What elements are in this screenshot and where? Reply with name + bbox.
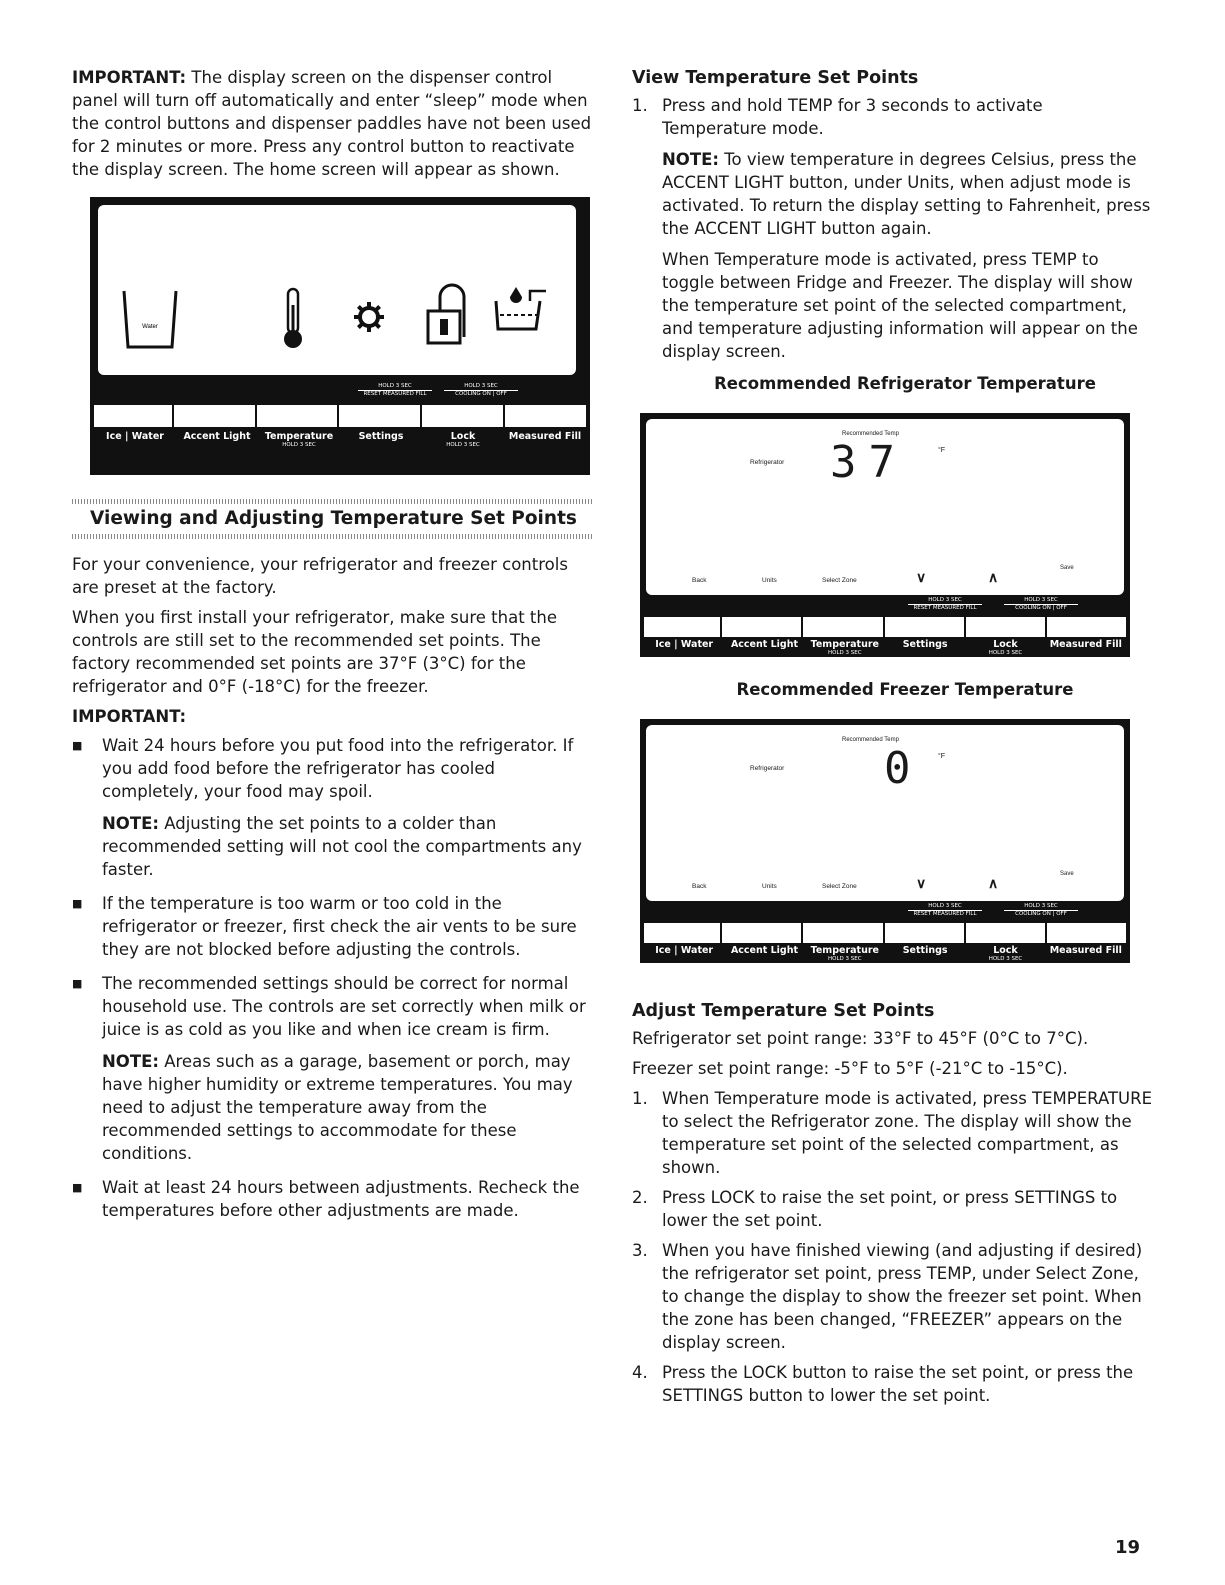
settings-button[interactable]: Settings xyxy=(902,639,948,650)
hold-cooling-label: HOLD 3 SEC COOLING ON | OFF xyxy=(1004,597,1078,612)
view-title: View Temperature Set Points xyxy=(632,68,919,88)
hold-reset-label: HOLD 3 SEC RESET MEASURED FILL xyxy=(908,903,982,918)
bullet-text: If the temperature is too warm or too cold in the refrigerator or freezer, first check the air vents to be sure they are not blocked before adjusting the controls. xyxy=(102,894,577,959)
bullet-text: Wait at least 24 hours between adjustments. Recheck the temperatures before other adjustments are made. xyxy=(102,1178,580,1220)
hold-left-sub: RESET MEASURED FILL xyxy=(363,391,427,397)
home-screen-panel xyxy=(90,197,590,475)
back-label: Back xyxy=(692,883,707,890)
lock-button[interactable]: Lock HOLD 3 SEC xyxy=(988,639,1023,656)
unit-label: °F xyxy=(938,753,946,760)
recommended-label: Recommended Temp xyxy=(842,431,899,437)
freezer-temp-title: Recommended Freezer Temperature xyxy=(736,680,1074,699)
recommended-label: Recommended Temp xyxy=(842,737,899,743)
save-label: Save xyxy=(1060,871,1074,877)
units-label: Units xyxy=(762,577,777,584)
ice-water-button[interactable]: Ice | Water xyxy=(655,945,714,956)
adjust-step: 1. When Temperature mode is activated, press TEMPERATURE to select the Refrigerator zone. The display will show the temperature set point of the selected compartment, as shown. xyxy=(632,1089,1152,1177)
up-arrow-icon: ∧ xyxy=(988,875,999,891)
bullet-note: NOTE: Areas such as a garage, basement or porch, may have higher humidity or extreme temperatures. You may need to adjust the temperature away from the recommended settings to accommodate for these conditions. xyxy=(102,1052,573,1163)
view-step-note: NOTE: To view temperature in degrees Celsius, press the ACCENT LIGHT button, under Units, when adjust mode is activated. To return the display setting to Fahrenheit, press the ACCENT LIGHT button again. xyxy=(662,150,1151,238)
ice-water-button[interactable]: Ice | Water xyxy=(106,431,164,442)
button-strip xyxy=(644,617,1126,637)
button-labels xyxy=(94,431,586,449)
home-screen-icons xyxy=(98,205,576,375)
thermometer-icon xyxy=(284,289,302,348)
adjust-step: 4. Press the LOCK button to raise the set point, or press the SETTINGS button to lower the set point. xyxy=(632,1363,1134,1405)
important-text: The display screen on the dispenser control panel will turn off automatically and enter “sleep” mode when the control buttons and dispenser paddles have not been used for 2 minutes or more. Press any control button to reactivate the display screen. The home screen will appear as shown. xyxy=(72,68,592,179)
bullet-item xyxy=(72,734,592,881)
save-label: Save xyxy=(1060,565,1074,571)
select-zone-label: Select Zone xyxy=(822,883,857,890)
fridge-temp-panel xyxy=(640,413,1130,657)
settings-button[interactable]: Settings xyxy=(902,945,948,956)
hold-cooling-label: HOLD 3 SEC COOLING ON | OFF xyxy=(1004,903,1078,918)
unlock-icon xyxy=(428,285,464,343)
freezer-temp-value: 0 xyxy=(884,743,911,794)
button-strip xyxy=(94,405,586,427)
zone-label: Refrigerator xyxy=(750,459,785,466)
units-label: Units xyxy=(762,883,777,890)
unit-label: °F xyxy=(938,447,946,454)
temperature-button[interactable]: Temperature HOLD 3 SEC xyxy=(810,945,879,962)
right-column xyxy=(632,66,1152,1407)
adjust-steps xyxy=(632,1087,1152,1407)
zone-label: Refrigerator xyxy=(750,765,785,772)
bullet-item xyxy=(72,1176,592,1222)
accent-light-button[interactable]: Accent Light xyxy=(730,945,799,956)
fridge-temp-title: Recommended Refrigerator Temperature xyxy=(714,374,1096,393)
water-label: Water xyxy=(142,324,158,330)
bullet-item xyxy=(72,892,592,961)
view-step-para: When Temperature mode is activated, press TEMP to toggle between Fridge and Freezer. The display will show the temperature set point of the selected compartment, and temperature adjusting information will appear on the display screen. xyxy=(662,250,1138,361)
button-labels xyxy=(644,639,1126,657)
temperature-button[interactable]: Temperature HOLD 3 SEC xyxy=(264,431,334,448)
intro-paragraph-2: When you first install your refrigerator, make sure that the controls are still set to the recommended set points. The factory recommended set points are 37°F (3°C) for the refrigerator and 0°F (-18°C) for the freezer. xyxy=(72,608,558,696)
lock-button[interactable]: Lock HOLD 3 SEC xyxy=(988,945,1023,962)
button-labels xyxy=(644,945,1126,963)
left-column xyxy=(72,66,592,1222)
settings-button[interactable]: Settings xyxy=(358,431,404,442)
down-arrow-icon: ∨ xyxy=(916,569,927,585)
view-step-text: Press and hold TEMP for 3 seconds to activate Temperature mode. xyxy=(662,96,1043,138)
fridge-screen xyxy=(646,419,1124,595)
ice-water-button[interactable]: Ice | Water xyxy=(655,639,714,650)
adjust-title: Adjust Temperature Set Points xyxy=(632,1001,935,1021)
measured-fill-button[interactable]: Measured Fill xyxy=(1049,945,1122,956)
freezer-temp-panel xyxy=(640,719,1130,963)
hold-right-sub: COOLING ON | OFF xyxy=(455,391,507,397)
down-arrow-icon: ∨ xyxy=(916,875,927,891)
view-steps xyxy=(632,94,1152,363)
measured-fill-button[interactable]: Measured Fill xyxy=(1049,639,1122,650)
fridge-temp-value: 37 xyxy=(830,437,907,488)
back-label: Back xyxy=(692,577,707,584)
bullet-item xyxy=(72,972,592,1165)
adjust-step: 3. When you have finished viewing (and adjusting if desired) the refrigerator set point, press TEMP, under Select Zone, to change the display to show the freezer set point. When the zone has been changed, “FREEZER” appears on the display screen. xyxy=(632,1241,1143,1352)
important-lead: IMPORTANT: xyxy=(72,68,187,87)
section-title: Viewing and Adjusting Temperature Set Points xyxy=(90,508,577,529)
button-strip xyxy=(644,923,1126,943)
lock-button[interactable]: Lock HOLD 3 SEC xyxy=(446,431,480,448)
hold-cooling-label xyxy=(444,383,518,398)
accent-light-button[interactable]: Accent Light xyxy=(183,431,251,442)
measured-fill-button[interactable]: Measured Fill xyxy=(508,431,582,442)
hold-left: HOLD 3 SEC xyxy=(378,383,412,389)
bullet-text: The recommended settings should be correct for normal household use. The controls are set correctly when milk or juice is as cold as you like and when ice cream is firm. xyxy=(102,974,586,1039)
freezer-screen xyxy=(646,725,1124,901)
accent-light-button[interactable]: Accent Light xyxy=(730,639,799,650)
temperature-button[interactable]: Temperature HOLD 3 SEC xyxy=(810,639,879,656)
up-arrow-icon: ∧ xyxy=(988,569,999,585)
hold-reset-label: HOLD 3 SEC RESET MEASURED FILL xyxy=(908,597,982,612)
important-paragraph xyxy=(72,66,592,181)
intro-paragraph-1: For your convenience, your refrigerator and freezer controls are preset at the factory. xyxy=(72,555,568,597)
view-step-1: 1. Press and hold TEMP for 3 seconds to activate Temperature mode. NOTE: To view temperature in degrees Celsius, press the ACCENT LIGHT button, under Units, when adjust mode is activated. To return the display setting to Fahrenheit, press the ACCENT LIGHT button again. When Temperature mode is activated, press TEMP to toggle between Fridge and Freezer. The display will show the temperature set point of the selected compartment, and temperature adjusting information will appear on the display screen. xyxy=(632,96,1151,361)
select-zone-label: Select Zone xyxy=(822,577,857,584)
measured-fill-icon xyxy=(496,287,546,329)
adjust-step: 2. Press LOCK to raise the set point, or press SETTINGS to lower the set point. xyxy=(632,1188,1118,1230)
bullet-text: Wait 24 hours before you put food into the refrigerator. If you add food before the refrigerator has cooled completely, your food may spoil. xyxy=(102,736,574,801)
hold-right: HOLD 3 SEC xyxy=(464,383,498,389)
important-bullets xyxy=(72,734,592,1222)
range-refrigerator: Refrigerator set point range: 33°F to 45°F (0°C to 7°C). xyxy=(632,1029,1089,1048)
section-divider-bottom xyxy=(72,534,592,539)
bullet-note: NOTE: Adjusting the set points to a colder than recommended setting will not cool the compartments any faster. xyxy=(102,814,582,879)
gear-icon xyxy=(354,302,384,332)
range-freezer: Freezer set point range: -5°F to 5°F (-21°C to -15°C). xyxy=(632,1059,1068,1078)
page-number: 19 xyxy=(1114,1537,1140,1558)
important-heading: IMPORTANT: xyxy=(72,707,187,726)
water-cup-icon xyxy=(124,291,176,347)
hold-reset-label xyxy=(358,383,432,398)
